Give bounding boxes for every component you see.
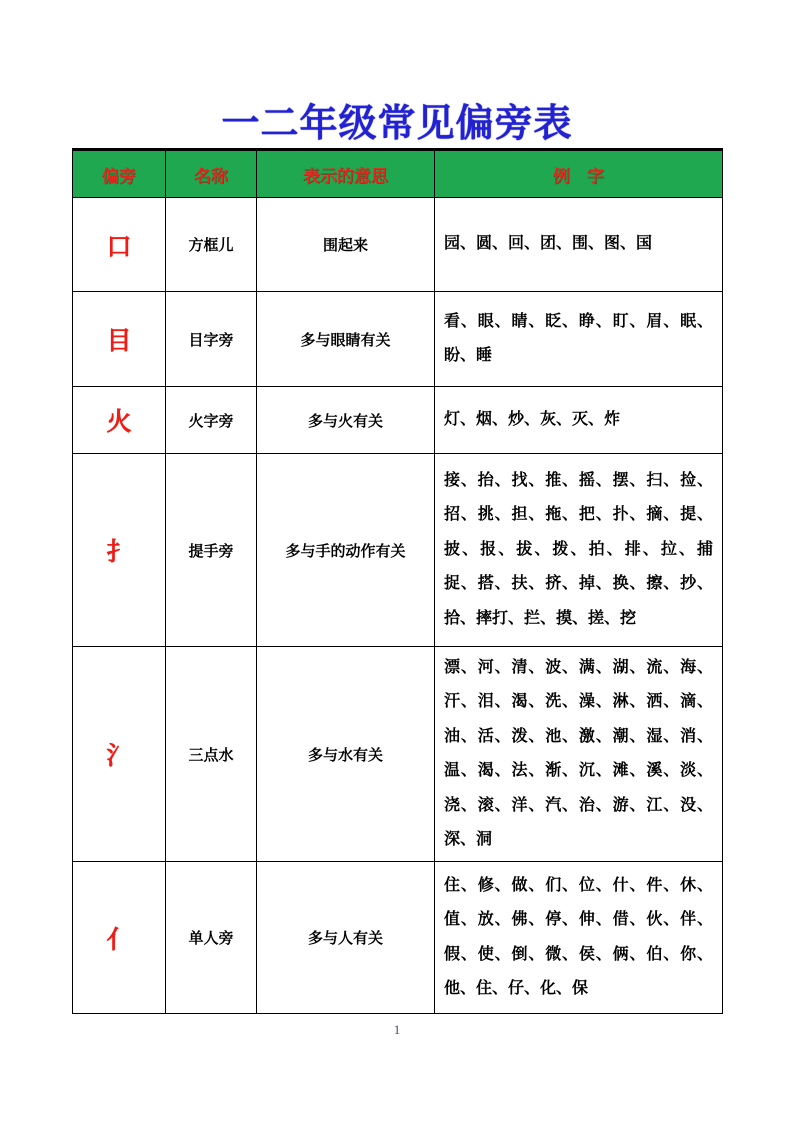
page-title: 一二年级常见偏旁表	[221, 103, 573, 145]
table-row-person	[73, 862, 723, 1014]
name-cell: 目字旁	[166, 292, 257, 387]
name-cell: 方框儿	[166, 198, 257, 292]
radical-cell: 口	[73, 198, 166, 292]
table-row-hand	[73, 454, 723, 647]
header-examples: 例 字	[435, 150, 723, 198]
header-radical: 偏旁	[73, 150, 166, 198]
table-header-row	[73, 150, 723, 198]
examples-cell: 灯、烟、炒、灰、灭、炸	[435, 387, 723, 454]
meaning-cell: 多与水有关	[257, 647, 435, 862]
name-cell: 三点水	[166, 647, 257, 862]
radical-cell: 亻	[73, 862, 166, 1014]
examples-cell: 漂、河、清、波、满、湖、流、海、汗、泪、渴、洗、澡、淋、洒、滴、油、活、泼、池、激、潮、湿、消、温、渴、法、渐、沉、滩、溪、淡、浇、滚、洋、汽、治、游、江、没、深、洞	[435, 647, 723, 862]
table-row-eye	[73, 292, 723, 387]
name-cell: 火字旁	[166, 387, 257, 454]
radical-table	[72, 148, 723, 1014]
radical-cell: 目	[73, 292, 166, 387]
meaning-cell: 多与火有关	[257, 387, 435, 454]
examples-cell: 园、圆、回、团、围、图、国	[435, 198, 723, 292]
page-number: 1	[393, 1022, 401, 1037]
name-cell: 提手旁	[166, 454, 257, 647]
table-row-fire	[73, 387, 723, 454]
examples-cell: 看、眼、睛、眨、睁、盯、眉、眠、盼、睡	[435, 292, 723, 387]
name-cell: 单人旁	[166, 862, 257, 1014]
radical-cell: 火	[73, 387, 166, 454]
meaning-cell: 多与人有关	[257, 862, 435, 1014]
header-meaning: 表示的意思	[257, 150, 435, 198]
radical-cell: 氵	[73, 647, 166, 862]
meaning-cell: 多与手的动作有关	[257, 454, 435, 647]
radical-cell: 扌	[73, 454, 166, 647]
header-name: 名称	[166, 150, 257, 198]
table-row-water	[73, 647, 723, 862]
examples-cell: 接、抬、找、推、摇、摆、扫、捡、招、挑、担、拖、把、扑、摘、提、披、报、拔、拨、拍、排、拉、捕捉、搭、扶、挤、掉、换、擦、抄、拾、摔打、拦、摸、搓、挖	[435, 454, 723, 647]
meaning-cell: 围起来	[257, 198, 435, 292]
table-row-enclosure	[73, 198, 723, 292]
meaning-cell: 多与眼睛有关	[257, 292, 435, 387]
examples-cell: 住、修、做、们、位、什、件、休、值、放、佛、停、伸、借、伙、伴、假、使、倒、微、侯、俩、伯、你、他、住、仔、化、保	[435, 862, 723, 1014]
